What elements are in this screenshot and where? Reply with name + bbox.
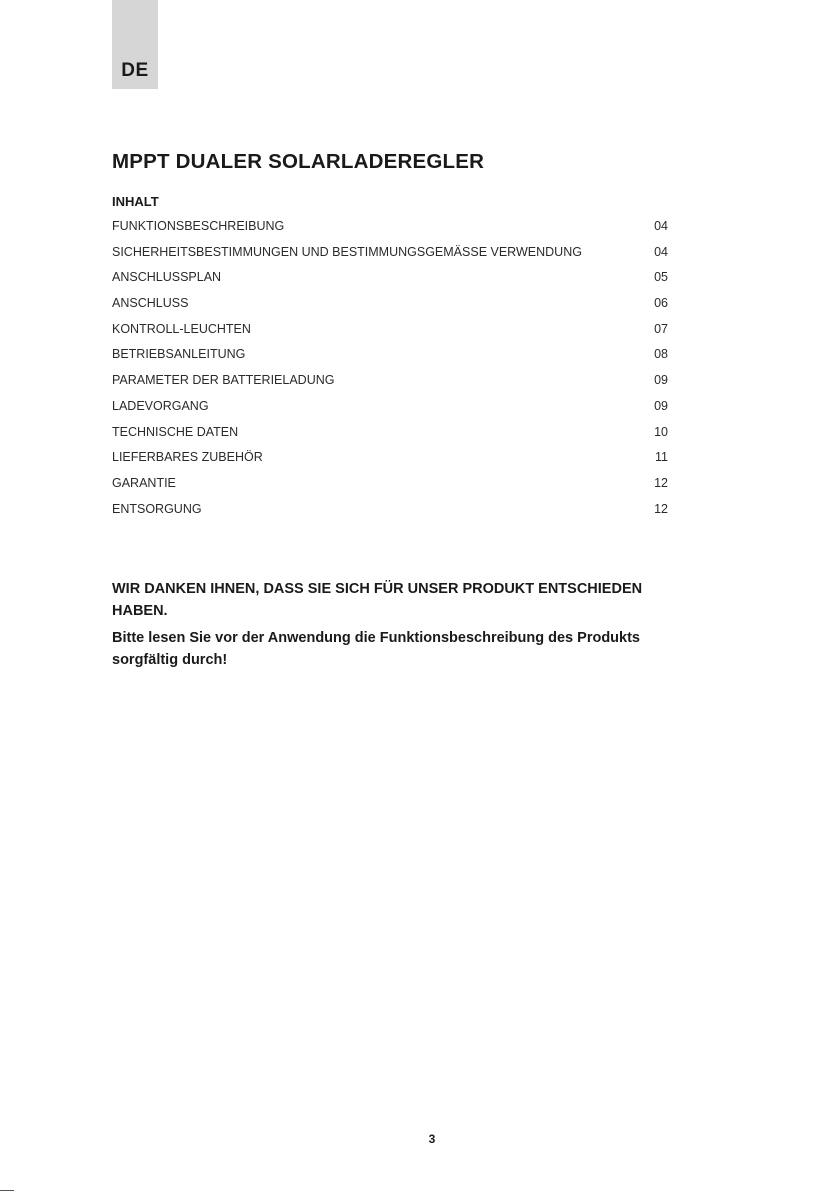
toc-item-page: 07 (654, 321, 668, 336)
toc-item-page: 11 (655, 450, 668, 465)
toc-item (112, 399, 668, 425)
toc-item-label: PARAMETER DER BATTERIELADUNG (112, 373, 335, 388)
toc-item-page: 05 (654, 270, 668, 285)
toc-item (112, 270, 668, 296)
toc-item-label: GARANTIE (112, 475, 176, 490)
toc-item (112, 425, 668, 451)
toc-heading: INHALT (112, 194, 159, 209)
toc-item-label: FUNKTIONSBESCHREIBUNG (112, 219, 285, 233)
toc-item (112, 322, 668, 348)
toc-item (112, 476, 668, 502)
toc-item-label: LIEFERBARES ZUBEHÖR (112, 450, 263, 465)
toc-item (112, 502, 668, 528)
toc-item-label: ENTSORGUNG (112, 501, 202, 516)
toc-item-label: LADEVORGANG (112, 398, 209, 413)
toc-item-label: KONTROLL-LEUCHTEN (112, 321, 251, 336)
toc-item-page: 04 (654, 219, 668, 233)
thank-you-heading: WIR DANKEN IHNEN, DASS SIE SICH FÜR UNSER PRODUKT ENTSCHIEDEN HABEN. (112, 581, 643, 619)
toc-item-label: ANSCHLUSS (112, 296, 189, 311)
toc-item-label: BETRIEBSANLEITUNG (112, 347, 246, 362)
toc-item-page: 04 (654, 244, 668, 259)
toc-item (112, 347, 668, 373)
reading-notice: Bitte lesen Sie vor der Anwendung die Funktionsbeschreibung des Produkts sorgfältig durch! (112, 630, 640, 668)
document-title: MPPT DUALER SOLARLADEREGLER (112, 150, 485, 173)
toc-item (112, 296, 668, 322)
toc-item (112, 219, 668, 245)
toc-item-label: TECHNISCHE DATEN (112, 424, 239, 439)
toc-item-page: 12 (654, 501, 668, 516)
toc-item-page: 09 (654, 373, 668, 388)
toc-item-page: 10 (654, 424, 668, 439)
toc-item-page: 09 (654, 398, 668, 413)
language-tab-label: DE (121, 60, 149, 81)
toc-item (112, 245, 668, 271)
language-tab (112, 0, 158, 89)
toc-item-page: 06 (654, 296, 668, 311)
toc-item-page: 12 (654, 475, 668, 490)
toc-item-label: SICHERHEITSBESTIMMUNGEN UND BESTIMMUNGSGEMÄSSE VERWENDUNG (112, 244, 582, 259)
crop-mark (0, 1190, 14, 1191)
toc-item (112, 450, 668, 476)
table-of-contents (112, 219, 668, 527)
page-number: 3 (428, 1132, 436, 1146)
toc-item (112, 373, 668, 399)
toc-item-label: ANSCHLUSSPLAN (112, 270, 222, 285)
toc-item-page: 08 (654, 347, 668, 362)
